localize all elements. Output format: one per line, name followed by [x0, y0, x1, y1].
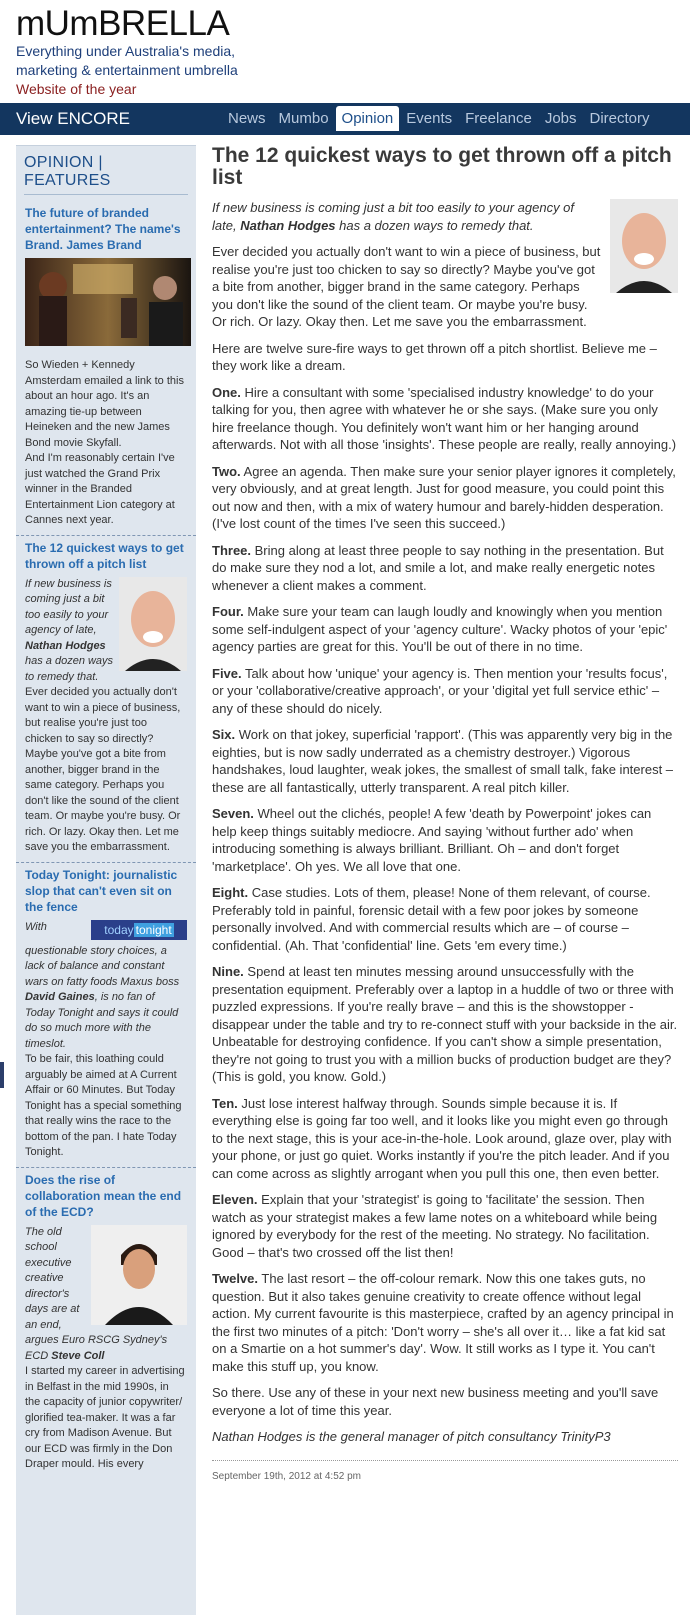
nav-events[interactable]: Events: [406, 110, 453, 127]
sidebar-item-title[interactable]: Does the rise of collaboration mean the end of the ECD?: [25, 1172, 182, 1219]
point-four: Four. Make sure your team can laugh loudly and knowingly when you mention some self-indulgent aspect of your 'agency culture'. Wacky photos of your 'epic' agency parties are great for this. You'll be out of there in no time.: [212, 604, 668, 654]
sidebar-item: [16, 536, 196, 863]
sidebar-item-intro: If new business is coming just a bit too easily to your agency of late, Nathan Hodges has a dozen ways to remedy that.: [25, 577, 114, 683]
nav-directory[interactable]: Directory: [589, 110, 650, 127]
sidebar-item-body: So Wieden + Kennedy Amsterdam emailed a link to this about an hour ago. It's an amazing tie-up between Heineken and the new James Bond movie Skyfall.: [25, 359, 184, 449]
sidebar-item-title[interactable]: The future of branded entertainment? The name's Brand. James Brand: [25, 206, 181, 252]
point-ten: Ten. Just lose interest halfway through. Sounds simple because it is. If everything else is going far too well, and it looks like you might even go through to the next stage, this is your ace-in-the-hole. Look around, glaze over, play with your phone, or just go quiet. Works instantly if you're the pitch leader. And if you can come across as slightly arrogant when you pull this one, then even better.: [212, 1095, 672, 1181]
sidebar-item-intro: With questionable story choices, a lack of balance and constant wars on fatty foods Maxus boss David Gaines, is no fan of Today Tonight and says it could do so much more with the timeslot.: [25, 920, 180, 1050]
site-tagline: Everything under Australia's media, marketing & entertainment umbrella: [16, 43, 238, 78]
nathan-hodges-photo[interactable]: [119, 577, 187, 671]
sidebar-item: [16, 863, 196, 1168]
article-closing: So there. Use any of these in your next new business meeting and you'll save everyone a lot of time this year.: [212, 1385, 659, 1418]
point-twelve: Twelve. The last resort – the off-colour remark. Now this one takes guts, no question. But it also takes genuine creativity to create offence without legal action. My current favourite is this masterpiece, crafted by an agency principal in the first two minutes of a pitch: 'Don't worry – she's all over it… like a fat kid sat on a Smartie on a hot summer's day'. Wow. It still works as I type it. You can't make this stuff up, you know.: [212, 1271, 674, 1374]
sidebar-item-title[interactable]: The 12 quickest ways to get thrown off a pitch list: [25, 540, 184, 571]
nav-news[interactable]: News: [228, 110, 266, 127]
point-eleven: Eleven. Explain that your 'strategist' is going to 'facilitate' the session. Then watch as your strategist makes a few lame notes on a whiteboard while being ignored by everybody for the rest of the meeting. No strategy. No facilitation. Good – that's two crossed off the list then!: [212, 1192, 658, 1260]
sidebar-item-body-2: And I'm reasonably certain I've just watched the Grand Prix winner in the Branded Entertainment Lion category at Cannes next year.: [25, 452, 175, 526]
view-encore-link[interactable]: View ENCORE: [16, 109, 130, 128]
site-logo[interactable]: mUmBRELLA: [16, 4, 230, 43]
point-two: Two. Agree an agenda. Then make sure your senior player ignores it completely, very obviously, and at great length. Just for good measure, you could point this out now and then, with a mix of watery humour and barely-hidden desperation. (I've lost count of the times I've seen this succeed.): [212, 463, 676, 531]
point-six: Six. Work on that jokey, superficial 'rapport'. (This was apparently very big in the eighties, but is now sadly underrated as a chemistry destroyer.) Vigorous handshakes, loud laughter, weak jokes, the smallest of small talk, fake interest – these are all fantastically, utterly transparent. A real pitch killer.: [212, 727, 674, 795]
author-photo: [610, 199, 678, 293]
point-one: One. Hire a consultant with some 'specialised industry knowledge' to do your talking for you, then agree with whatever he or she says. (Make sure you only hire freelance though. You definitely won't want him or her hanging around afterwards. Not with all those 'insights'. These people are really, really annoying.): [212, 384, 677, 452]
point-seven: Seven. Wheel out the clichés, people! A few 'death by Powerpoint' jokes can help keep things suitably mediocre. And saying 'without further ado' when introducing something is always brilliant. Brilliant. Oh – and don't forget 'marketplace'. Oh yes. We all love that one.: [212, 806, 652, 874]
opinion-sidebar: [16, 145, 196, 1615]
article-paragraph: Ever decided you actually don't want to win a piece of business, but realise you're just too chicken to say so directly? Maybe you've got a bite from another, bigger brand in the same category. Perhaps you don't like the sound of the client team. Or maybe you're busy. Or rich. Or lazy. Okay then. Let me save you the embarrassment.: [212, 244, 601, 329]
bond-heineken-image[interactable]: [25, 258, 191, 346]
sidebar-item-title[interactable]: Today Tonight: journalistic slop that can't even sit on the fence: [25, 867, 178, 914]
sidebar-item-body: I started my career in advertising in Belfast in the mid 1990s, in the capacity of junior copywriter/ glorified tea-maker. It was a far cry from Madison Avenue. But our ECD was firmly in the Don Draper mould. His every: [25, 1365, 185, 1470]
article-title: The 12 quickest ways to get thrown off a pitch list: [212, 144, 672, 189]
award-label: Website of the year: [16, 81, 137, 97]
sidebar-item-intro: The old school executive creative director's days are at an end, argues Euro RSCG Sydney's ECD Steve Coll: [25, 1225, 168, 1362]
today-tonight-logo[interactable]: today tonight: [91, 920, 187, 940]
point-nine: Nine. Spend at least ten minutes messing around unsuccessfully with the presentation equipment. Preferably over a laptop in a huddle of two or three with puzzled expressions. If you're really brave – and this is the showstopper - disappear under the table and try to re-connect stuff with your backside in the air. Unbeatable for destroying confidence. If you can't show a simple presentation, they're not going to trust you with a million bucks of production budget are they? (This is gold, you know. Gold.): [212, 964, 678, 1084]
article-paragraph: Here are twelve sure-fire ways to get thrown off a pitch shortlist. Believe me – they work like a dream.: [212, 340, 657, 373]
article: [212, 145, 678, 1482]
point-three: Three. Bring along at least three people to say nothing in the presentation. But do make sure they nod a lot, and smile a lot, and make really energetic notes whenever a client makes a comment.: [212, 542, 664, 593]
nav-jobs[interactable]: Jobs: [544, 110, 577, 127]
point-five: Five. Talk about how 'unique' your agency is. Then mention your 'results focus', or your 'collaborative/creative approach', or your 'digital yet full service ethic' – any of these should do nicely.: [212, 665, 668, 716]
author-byline: Nathan Hodges is the general manager of pitch consultancy TrinityP3: [212, 1429, 611, 1444]
nav-links: [222, 106, 657, 131]
sidebar-item-body: Ever decided you actually don't want to win a piece of business, but realise you're just too chicken to say so directly? Maybe you've got a bite from another, bigger brand in the same category. Perhaps you don't like the sound of the client team. Or maybe you're busy. Or rich. Or lazy. Okay then. Let me save you the embarrassment.: [25, 686, 181, 853]
steve-coll-photo[interactable]: [91, 1225, 187, 1325]
point-eight: Eight. Case studies. Lots of them, please! None of them relevant, of course. Preferably told in painful, forensic detail with a few poor jokes by someone personally involved. And with commercial results which are – of course – confidential. (Ah. That 'confidential' line. Gets 'em every time.): [212, 885, 651, 953]
sidebar-heading: OPINION | FEATURES: [24, 154, 188, 195]
sidebar-item-body: To be fair, this loathing could arguably be aimed at A Current Affair or 60 Minutes. But Today Tonight has a special something that really wins the race to the bottom of the pan. I hate Today Tonight.: [25, 1053, 182, 1158]
nav-freelance[interactable]: Freelance: [465, 110, 532, 127]
sidebar-item: [16, 201, 196, 536]
left-edge-tab: [0, 1062, 4, 1088]
main-nav-bar: [0, 103, 690, 135]
nav-opinion[interactable]: Opinion: [336, 106, 400, 131]
post-date: September 19th, 2012 at 4:52 pm: [212, 1460, 678, 1482]
nav-mumbo[interactable]: Mumbo: [278, 110, 329, 127]
article-intro: If new business is coming just a bit too easily to your agency of late, Nathan Hodges has a dozen ways to remedy that.: [212, 200, 575, 233]
sidebar-item: [16, 1168, 196, 1479]
